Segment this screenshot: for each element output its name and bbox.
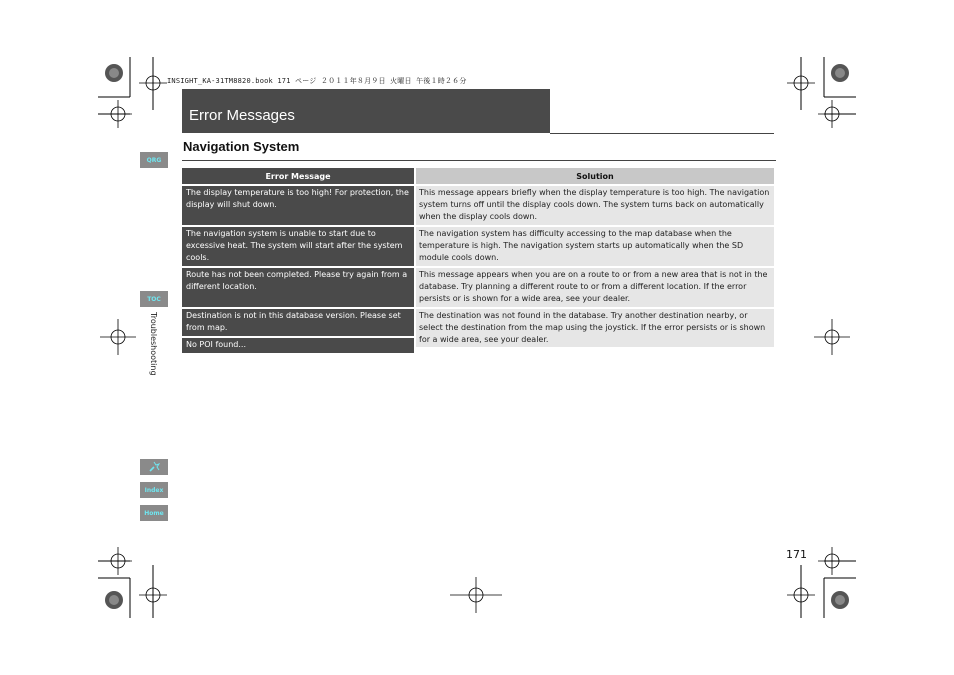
table-row [182,268,774,307]
error-message-group [182,309,414,353]
table-row [182,309,774,353]
header-solution: Solution [416,168,774,184]
home-tab[interactable]: Home [140,505,168,521]
table-header [182,168,774,184]
solution-cell: The destination was not found in the database. Try another destination nearby, or select the destination from the map using the joystick. If the error persists or is shown for a wide area, see your dealer. [416,309,774,347]
toc-tab[interactable]: TOC [140,291,168,307]
error-message-cell: No POI found... [182,338,414,353]
header-error-message: Error Message [182,168,414,184]
wrench-spark-icon [148,461,160,473]
error-message-cell: The navigation system is unable to start due to excessive heat. The system will start after the system cools. [182,227,414,266]
error-message-table [182,168,774,355]
title-rule [550,133,774,134]
error-message-cell: Destination is not in this database version. Please set from map. [182,309,414,336]
solution-cell: This message appears when you are on a route to or from a new area that is not in the database. Try planning a different route to or from a different location. If the error persists or is shown for a wide area, see your dealer. [416,268,774,307]
chapter-title-bar [182,89,550,133]
troubleshooting-tab[interactable] [140,459,168,475]
error-message-cell: The display temperature is too high! For protection, the display will shut down. [182,186,414,225]
section-heading: Navigation System [183,139,300,154]
print-header: INSIGHT_KA-31TM8820.book 171 ページ ２０１１年８月９日 火曜日 午後１時２６分 [167,77,467,85]
section-tab-label: Troubleshooting [149,312,158,376]
chapter-title: Error Messages [189,107,295,124]
solution-cell: This message appears briefly when the display temperature is too high. The navigation system turns off until the display cools down. The system turns back on automatically when the display cools down. [416,186,774,225]
index-tab[interactable]: Index [140,482,168,498]
solution-cell: The navigation system has difficulty accessing to the map database when the temperature is high. The navigation system starts up automatically when the SD module cools down. [416,227,774,266]
error-message-cell: Route has not been completed. Please try again from a different location. [182,268,414,307]
table-row [182,186,774,225]
qrg-tab[interactable]: QRG [140,152,168,168]
table-row [182,227,774,266]
section-rule [182,160,776,161]
page-number: 171 [786,548,807,561]
